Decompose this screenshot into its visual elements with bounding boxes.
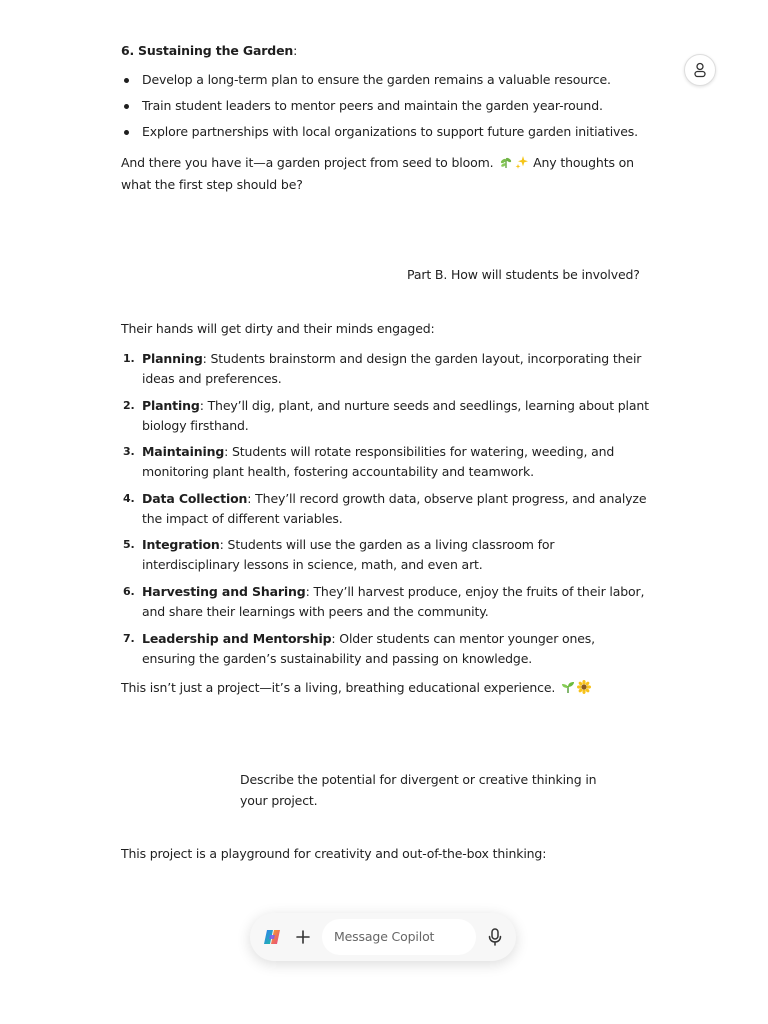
list-item xyxy=(121,582,651,629)
item-number: 1. xyxy=(123,352,135,365)
herb-emoji-icon xyxy=(499,155,513,175)
microphone-icon xyxy=(486,927,504,947)
list-item: Explore partnerships with local organizations to support future garden initiatives. xyxy=(121,122,651,148)
list-item xyxy=(121,442,651,489)
item-label: Data Collection xyxy=(142,490,248,506)
seedling-emoji-icon xyxy=(561,680,575,700)
profile-button[interactable] xyxy=(684,54,716,86)
list-item xyxy=(121,396,651,443)
list-item xyxy=(121,349,651,396)
reply-closing xyxy=(121,678,651,700)
item-text: : Students will use the garden as a living classroom for interdisciplinary lessons in science, math, and even art. xyxy=(142,537,555,573)
item-label: Harvesting and Sharing xyxy=(142,583,306,599)
message-composer xyxy=(250,913,516,961)
item-text: : They’ll dig, plant, and nurture seeds and seedlings, learning about plant biology firsthand. xyxy=(142,397,649,433)
involvement-list xyxy=(121,349,651,675)
list-item xyxy=(121,629,651,676)
item-text: : They’ll record growth data, observe plant progress, and analyze the impact of different variables. xyxy=(142,490,647,526)
item-text: : They’ll harvest produce, enjoy the fruits of their labor, and share their learnings with peers and the community. xyxy=(142,583,645,619)
item-number: 6. xyxy=(123,584,135,598)
list-item: Develop a long-term plan to ensure the garden remains a valuable resource. xyxy=(121,70,651,96)
plus-icon xyxy=(295,929,311,945)
sparkles-emoji-icon xyxy=(515,155,529,175)
section-heading xyxy=(121,41,651,61)
user-profile-icon xyxy=(693,62,707,78)
sustaining-bullet-list xyxy=(121,70,651,148)
item-number: 5. xyxy=(123,538,135,552)
message-input[interactable] xyxy=(322,919,476,955)
microphone-button[interactable] xyxy=(486,927,504,953)
closing-text: And there you have it—a garden project from seed to bloom. xyxy=(121,155,498,170)
list-item xyxy=(121,489,651,536)
item-label: Leadership and Mentorship xyxy=(142,630,332,646)
assistant-closing-paragraph xyxy=(121,153,651,195)
item-label: Integration xyxy=(142,537,220,553)
reply-intro: Their hands will get dirty and their minds engaged: xyxy=(121,321,435,336)
message-input-placeholder: Message Copilot xyxy=(334,929,435,944)
item-text: : Older students can mentor younger ones, ensuring the garden’s sustainability and passing on knowledge. xyxy=(142,630,595,666)
user-message: Describe the potential for divergent or creative thinking in your project. xyxy=(240,772,597,808)
item-label: Planning xyxy=(142,351,203,366)
item-label: Maintaining xyxy=(142,444,225,460)
bottom-fade xyxy=(0,985,768,1024)
user-message: Part B. How will students be involved? xyxy=(407,267,640,282)
closing-text: This isn’t just a project—it’s a living, breathing educational experience. xyxy=(121,680,560,695)
item-number: 7. xyxy=(123,631,135,645)
section-title: Sustaining the Garden xyxy=(137,43,294,58)
section-number: 6. xyxy=(121,43,135,58)
item-number: 2. xyxy=(123,398,135,412)
item-label: Planting xyxy=(142,397,200,413)
item-number: 3. xyxy=(123,445,135,459)
list-item: Train student leaders to mentor peers and maintain the garden year-round. xyxy=(121,96,651,122)
section-colon: : xyxy=(293,43,298,58)
add-attachment-button[interactable] xyxy=(291,925,315,949)
item-text: : Students brainstorm and design the garden layout, incorporating their ideas and preferences. xyxy=(142,351,642,386)
closing-text-2: Any thoughts on what the first step should be? xyxy=(121,155,634,192)
reply-intro: This project is a playground for creativity and out-of-the-box thinking: xyxy=(121,846,547,861)
item-number: 4. xyxy=(123,491,135,505)
sunflower-emoji-icon xyxy=(577,680,591,700)
copilot-logo-icon[interactable] xyxy=(262,927,282,953)
list-item xyxy=(121,535,651,582)
item-text: : Students will rotate responsibilities for watering, weeding, and monitoring plant health, fostering accountability and teamwork. xyxy=(142,444,615,480)
